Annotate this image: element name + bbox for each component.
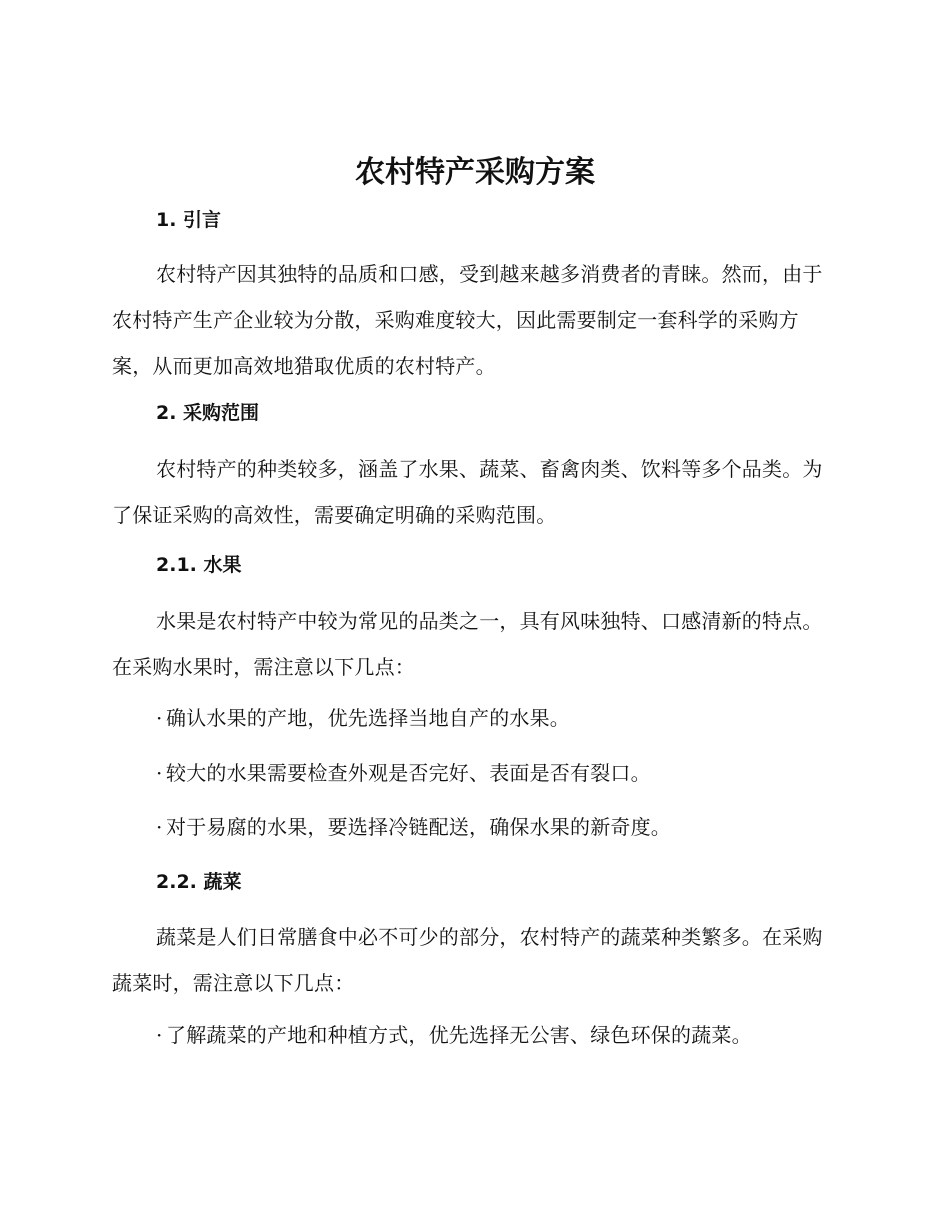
bullet-marker: · [156, 1023, 163, 1047]
bullet-marker: · [156, 815, 163, 839]
bullet-item-fruit-appearance: · 较大的水果需要检查外观是否完好、表面是否有裂口。 [156, 758, 846, 788]
bullet-item-fruit-cold-chain: · 对于易腐的水果，要选择冷链配送，确保水果的新奇度。 [156, 812, 846, 842]
section-heading-vegetables: 2.2. 蔬菜 [156, 871, 242, 893]
bullet-item-vegetable-origin: · 了解蔬菜的产地和种植方式，优先选择无公害、绿色环保的蔬菜。 [156, 1020, 846, 1050]
bullet-item-fruit-origin: · 确认水果的产地，优先选择当地自产的水果。 [156, 703, 846, 733]
section-heading-fruit: 2.1. 水果 [156, 554, 242, 576]
document-title: 农村特产采购方案 [355, 155, 595, 190]
bullet-marker: · [156, 761, 163, 785]
paragraph-introduction: 农村特产因其独特的品质和口感，受到越来越多消费者的青睐。然而，由于农村特产生产企业较为分散，采购难度较大，因此需要制定一套科学的采购方案，从而更加高效地猎取优质的农村特产。 [112, 262, 823, 378]
paragraph-procurement-scope: 农村特产的种类较多，涵盖了水果、蔬菜、畜禽肉类、饮料等多个品类。为了保证采购的高效性，需要确定明确的采购范围。 [112, 457, 823, 527]
paragraph-fruit: 水果是农村特产中较为常见的品类之一，具有风味独特、口感清新的特点。在采购水果时，需注意以下几点： [112, 609, 823, 679]
bullet-marker: · [156, 706, 163, 730]
section-heading-procurement-scope: 2. 采购范围 [156, 402, 260, 424]
paragraph-vegetables: 蔬菜是人们日常膳食中必不可少的部分，农村特产的蔬菜种类繁多。在采购蔬菜时，需注意以下几点： [112, 925, 823, 995]
section-heading-introduction: 1. 引言 [156, 209, 222, 231]
